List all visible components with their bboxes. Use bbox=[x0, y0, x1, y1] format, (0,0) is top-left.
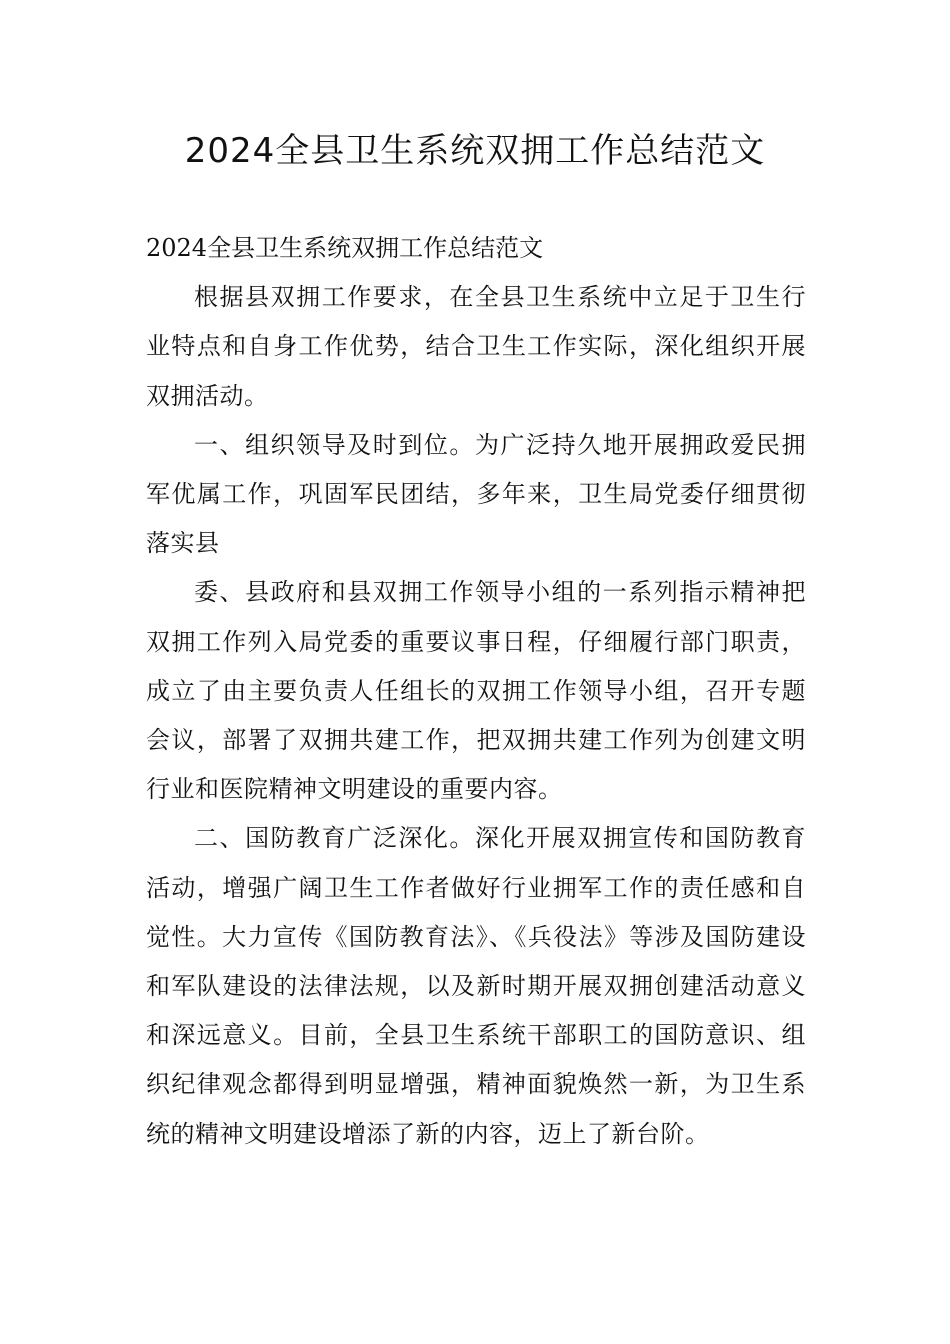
paragraph-intro: 根据县双拥工作要求，在全县卫生系统中立足于卫生行业特点和自身工作优势，结合卫生工作实际，深化组织开展双拥活动。 bbox=[146, 283, 806, 410]
paragraph-section-1-continued: 委、县政府和县双拥工作领导小组的一系列指示精神把双拥工作列入局党委的重要议事日程，仔细履行部门职责，成立了由主要负责人任组长的双拥工作领导小组，召开专题会议，部署了双拥共建工作，把双拥共建工作列为创建文明行业和医院精神文明建设的重要内容。 bbox=[146, 578, 806, 804]
document-title: 2024全县卫生系统双拥工作总结范文 bbox=[184, 131, 766, 171]
paragraph-section-2: 二、国防教育广泛深化。深化开展双拥宣传和国防教育活动，增强广阔卫生工作者做好行业拥军工作的责任感和自觉性。大力宣传《国防教育法》、《兵役法》等涉及国防建设和军队建设的法律法规，以及新时期开展双拥创建活动意义和深远意义。目前，全县卫生系统干部职工的国防意识、组织纪律观念都得到明显增强，精神面貌焕然一新，为卫生系统的精神文明建设增添了新的内容，迈上了新台阶。 bbox=[146, 824, 806, 1148]
document-subtitle: 2024全县卫生系统双拥工作总结范文 bbox=[146, 234, 544, 262]
paragraph-section-1: 一、组织领导及时到位。为广泛持久地开展拥政爱民拥军优属工作，巩固军民团结，多年来，卫生局党委仔细贯彻落实县 bbox=[146, 430, 806, 558]
document-body bbox=[146, 224, 806, 1159]
